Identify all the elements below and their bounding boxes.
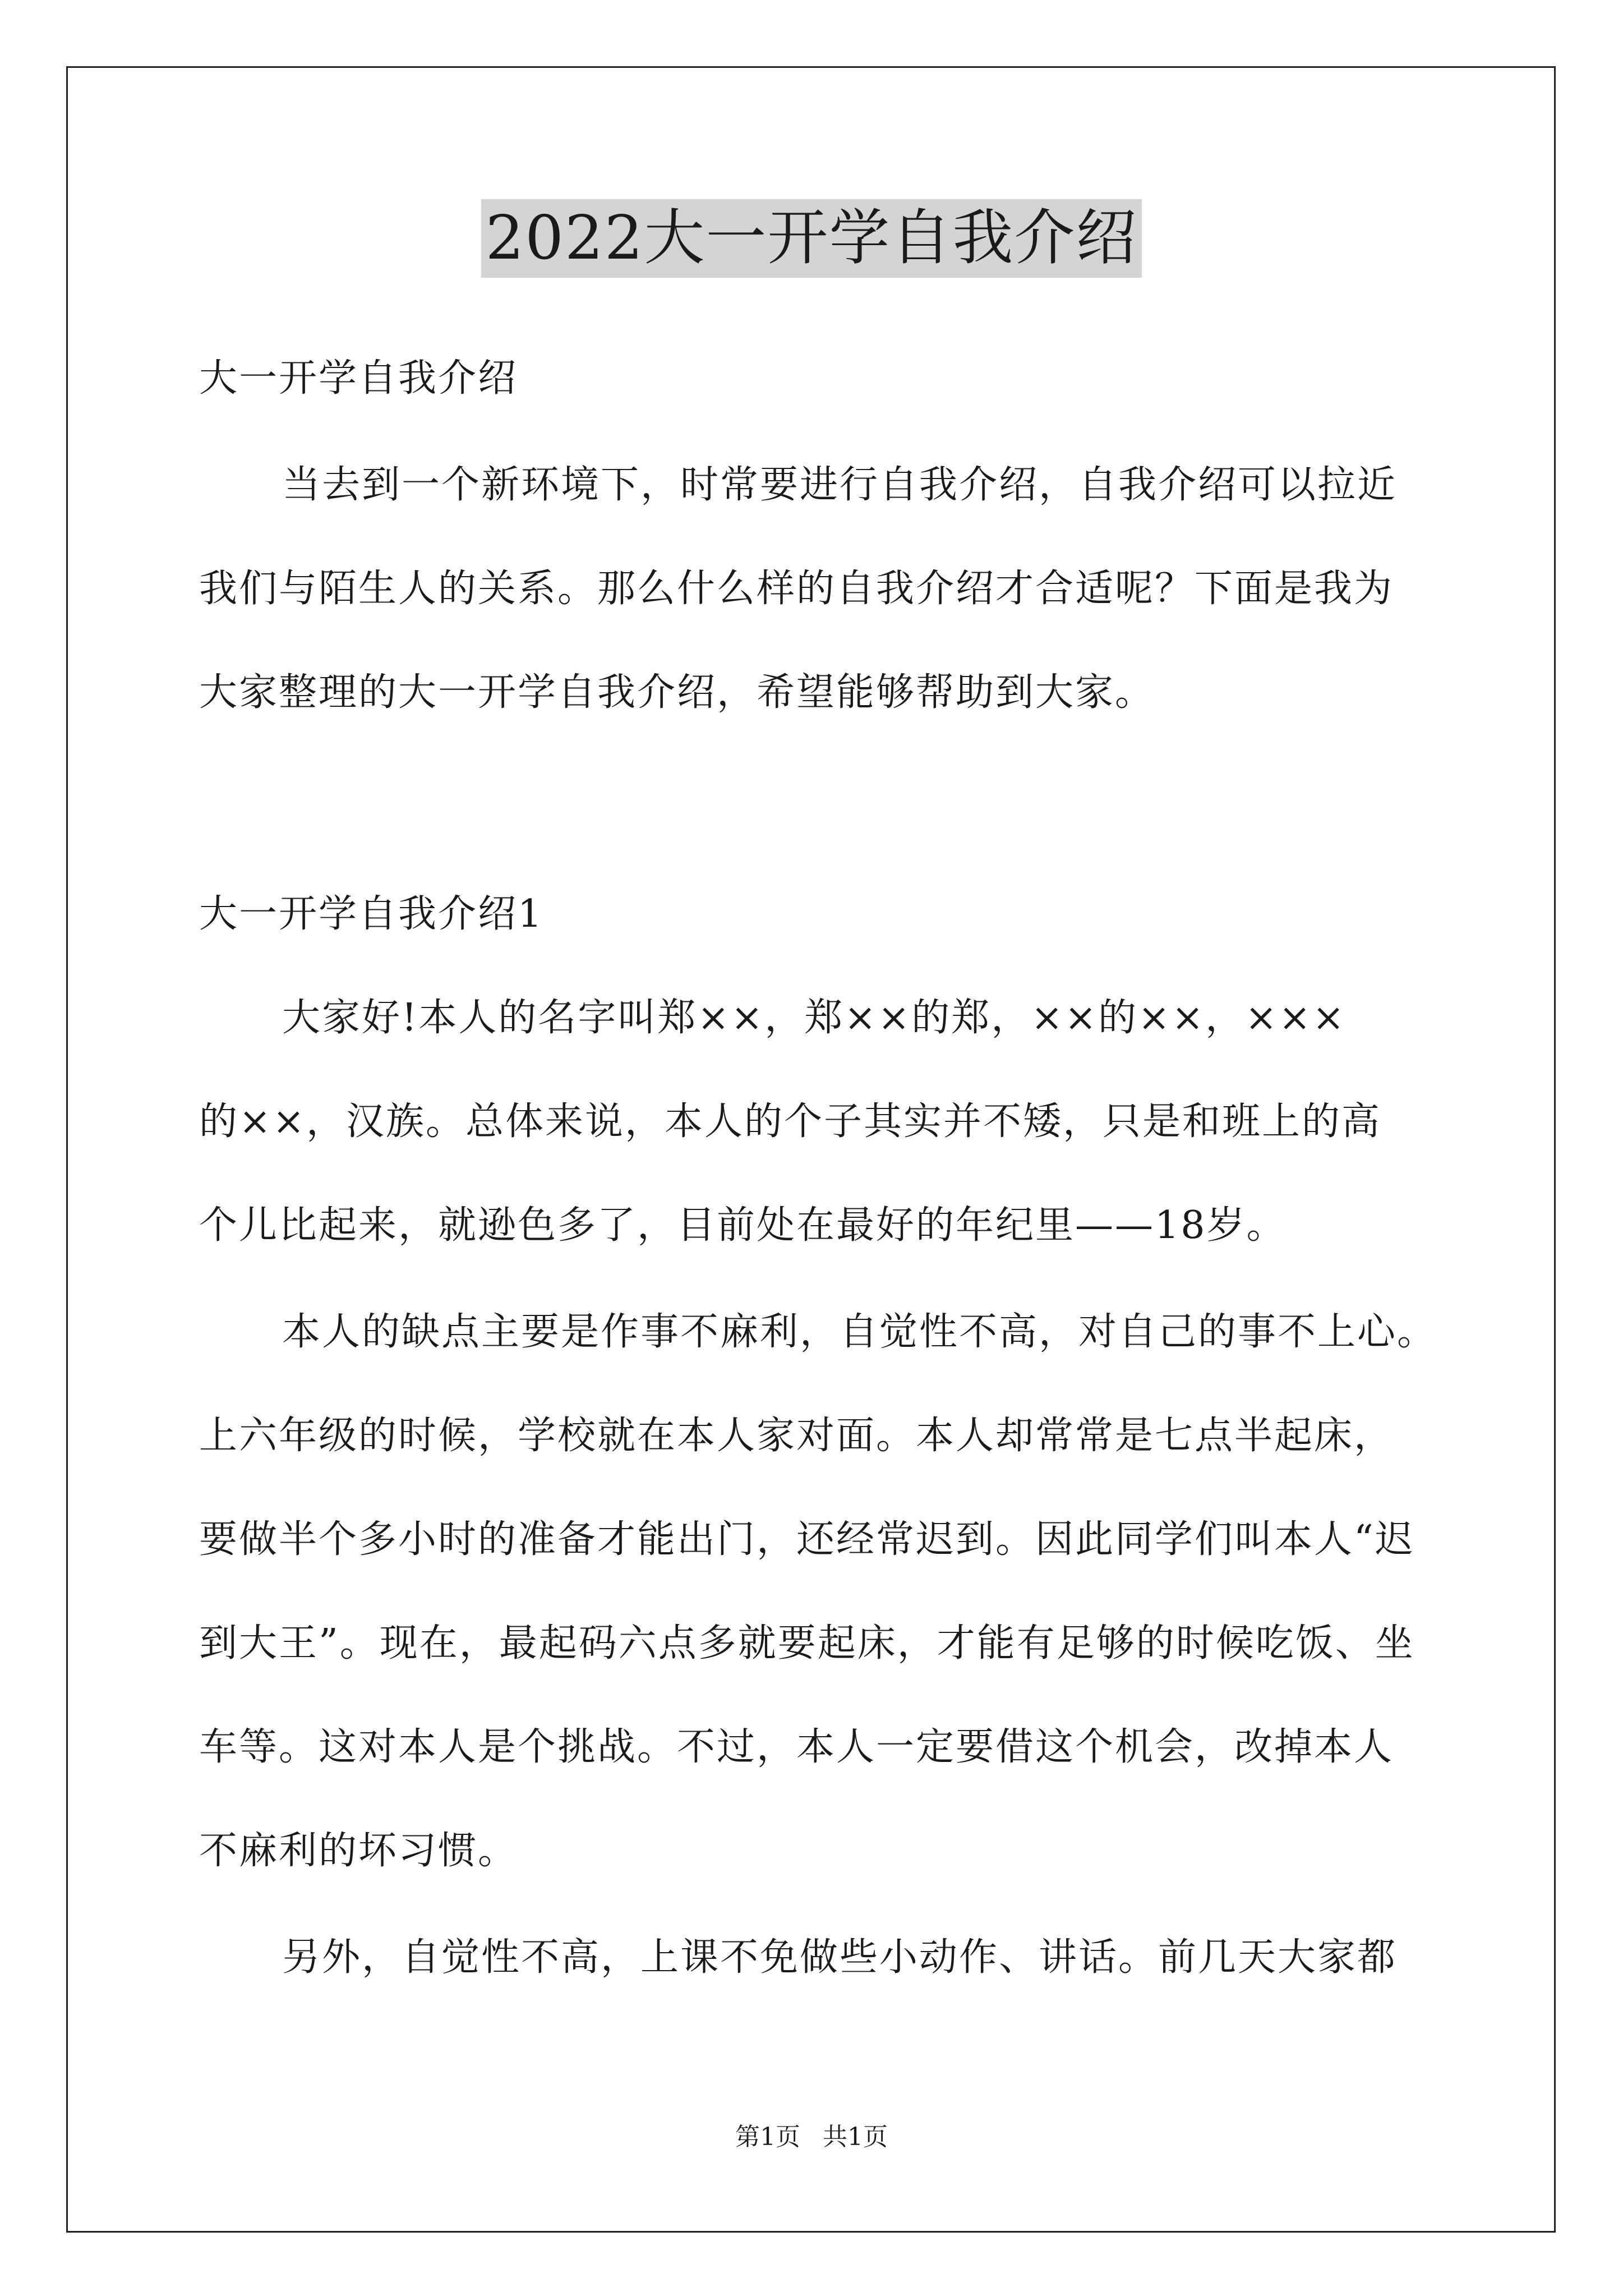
title-container [0,199,1623,278]
intro-line-3: 大家整理的大一开学自我介绍，希望能够帮助到大家。 [199,670,1155,715]
page-footer [0,2120,1623,2154]
section-line-4: 本人的缺点主要是作事不麻利，自觉性不高，对自己的事不上心。 [282,1310,1437,1354]
section-line-5: 上六年级的时候，学校就在本人家对面。本人却常常是七点半起床， [199,1414,1394,1458]
section-heading: 大一开学自我介绍1 [199,892,544,936]
section-line-9: 不麻利的坏习惯。 [199,1829,518,1873]
section-line-2: 的××，汉族。总体来说，本人的个子其实并不矮，只是和班上的高 [199,1099,1381,1144]
section-line-10: 另外，自觉性不高，上课不免做些小动作、讲话。前几天大家都 [282,1935,1398,1980]
page-number-current: 第1页 [735,2123,800,2151]
section-line-6: 要做半个多小时的准备才能出门，还经常迟到。因此同学们叫本人“迟 [199,1517,1415,1562]
section-line-3: 个儿比起来，就逊色多了，目前处在最好的年纪里——18岁。 [199,1203,1287,1248]
page-number-total: 共1页 [823,2123,888,2151]
section-line-8: 车等。这对本人是个挑战。不过，本人一定要借这个机会，改掉本人 [199,1725,1394,1769]
section-line-1: 大家好!本人的名字叫郑××，郑××的郑，××的××，××× [282,996,1347,1040]
subheading: 大一开学自我介绍 [199,356,518,401]
document-title: 2022大一开学自我介绍 [481,199,1142,278]
intro-line-2: 我们与陌生人的关系。那么什么样的自我介绍才合适呢？下面是我为 [199,567,1394,611]
intro-line-1: 当去到一个新环境下，时常要进行自我介绍，自我介绍可以拉近 [282,463,1398,507]
section-line-7: 到大王”。现在，最起码六点多就要起床，才能有足够的时候吃饭、坐 [199,1621,1415,1665]
